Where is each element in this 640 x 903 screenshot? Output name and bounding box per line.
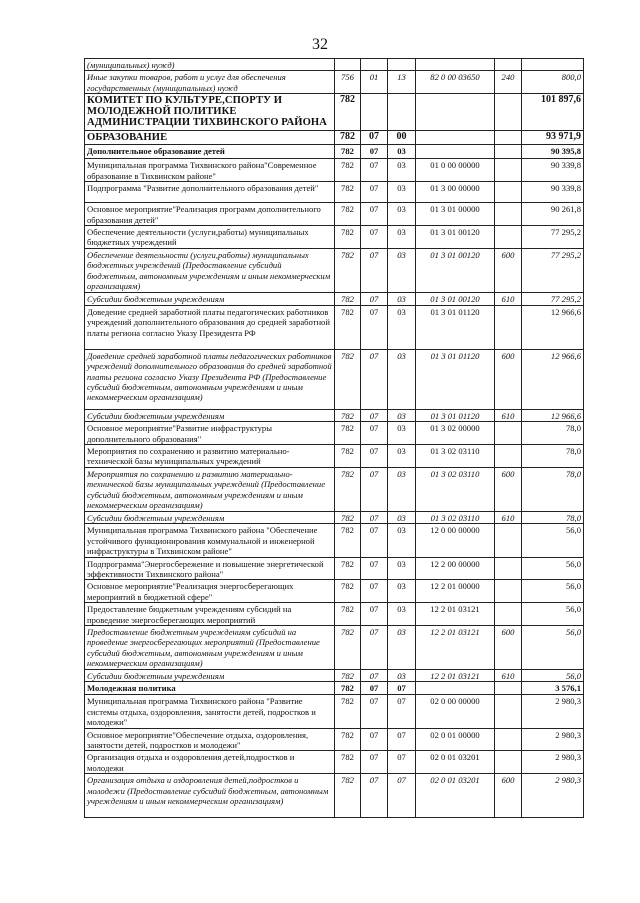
cell-pr: 03 [388,511,416,523]
cell-rz: 07 [361,203,388,226]
row-name: Муниципальная программа Тихвинского района"Современное образование в Тихвинском районе" [85,159,335,182]
table-row [85,203,584,226]
cell-csr [416,145,495,159]
cell-ved: 782 [335,292,361,305]
cell-pr: 07 [388,695,416,728]
cell-sum: 90 261,8 [522,203,584,226]
table-row [85,695,584,728]
cell-pr: 03 [388,625,416,669]
table-row [85,524,584,557]
cell-vr [495,131,522,145]
table-row [85,774,584,818]
cell-rz: 07 [361,182,388,203]
cell-rz: 07 [361,422,388,445]
cell-ved: 782 [335,728,361,751]
cell-vr: 600 [495,625,522,669]
cell-csr: 01 3 01 01120 [416,349,495,409]
row-name: Мероприятия по сохранению и развитию материально-технической базы муниципальных учреждений (Предоставление субсидий бюджетным, автономным учреждениям и иным некоммерческим организациям) [85,467,335,511]
row-name: Субсидии бюджетным учреждениям [85,511,335,523]
cell-ved: 782 [335,203,361,226]
cell-sum: 101 897,6 [522,94,584,131]
cell-pr: 03 [388,524,416,557]
table-row [85,349,584,409]
cell-pr: 07 [388,751,416,774]
cell-sum: 2 980,3 [522,751,584,774]
cell-vr: 600 [495,467,522,511]
cell-csr: 01 3 01 00000 [416,203,495,226]
cell-pr: 03 [388,409,416,421]
cell-pr: 03 [388,349,416,409]
cell-ved: 782 [335,669,361,681]
cell-csr: 02 0 01 03201 [416,751,495,774]
cell-rz: 07 [361,751,388,774]
row-name: Основное мероприятие"Реализация программ дополнительного образования детей" [85,203,335,226]
cell-pr: 03 [388,603,416,626]
cell-rz: 07 [361,682,388,695]
table-row [85,226,584,249]
cell-csr: 01 0 00 00000 [416,159,495,182]
cell-pr: 03 [388,159,416,182]
cell-csr: 01 3 01 01120 [416,409,495,421]
cell-rz: 07 [361,669,388,681]
cell-rz [361,94,388,131]
cell-csr: 01 3 02 03110 [416,511,495,523]
row-name: Обеспечение деятельности (услуги,работы) муниципальных бюджетных учреждений (Предоставление субсидий бюджетным, автономным учреждениям и иным некоммерческим организациям) [85,248,335,292]
cell-vr [495,226,522,249]
cell-rz: 07 [361,728,388,751]
table-row [85,467,584,511]
cell-csr [416,131,495,145]
cell-vr [495,580,522,603]
cell-rz: 07 [361,557,388,580]
row-name: Подпрограмма "Развитие дополнительного образования детей" [85,182,335,203]
cell-rz: 07 [361,349,388,409]
cell-ved: 782 [335,409,361,421]
cell-pr: 03 [388,203,416,226]
cell-rz: 07 [361,625,388,669]
cell-sum: 12 966,6 [522,409,584,421]
cell-csr: 01 3 01 01120 [416,305,495,349]
table-row [85,511,584,523]
cell-ved: 782 [335,94,361,131]
table-row [85,682,584,695]
row-name: Предоставление бюджетным учреждениям субсидий на проведение энергосберегающих мероприятий [85,603,335,626]
cell-rz: 07 [361,305,388,349]
cell-ved: 782 [335,467,361,511]
cell-ved: 782 [335,580,361,603]
cell-sum: 78,0 [522,511,584,523]
cell-vr: 610 [495,292,522,305]
cell-ved: 782 [335,774,361,818]
cell-rz: 07 [361,248,388,292]
table-row [85,422,584,445]
cell-sum: 56,0 [522,669,584,681]
table-row [85,580,584,603]
table-row [85,409,584,421]
cell-csr: 01 3 02 03110 [416,445,495,468]
cell-pr: 07 [388,682,416,695]
row-name: Дополнительное образование детей [85,145,335,159]
cell-vr [495,422,522,445]
cell-rz [361,59,388,71]
cell-rz: 07 [361,467,388,511]
cell-vr [495,94,522,131]
cell-rz: 07 [361,226,388,249]
cell-vr [495,695,522,728]
cell-vr: 600 [495,248,522,292]
cell-csr: 01 3 02 03110 [416,467,495,511]
cell-rz: 07 [361,603,388,626]
cell-sum: 77 295,2 [522,248,584,292]
table-row [85,557,584,580]
cell-sum: 93 971,9 [522,131,584,145]
cell-ved: 756 [335,71,361,94]
cell-csr: 01 3 01 00120 [416,248,495,292]
cell-pr: 03 [388,557,416,580]
row-name: Субсидии бюджетным учреждениям [85,409,335,421]
cell-csr: 02 0 00 00000 [416,695,495,728]
table-row [85,305,584,349]
table-row [85,625,584,669]
cell-rz: 07 [361,409,388,421]
row-name: Обеспечение деятельности (услуги,работы) муниципальных бюджетных учреждений [85,226,335,249]
cell-vr [495,557,522,580]
row-name: Субсидии бюджетным учреждениям [85,669,335,681]
cell-rz: 07 [361,292,388,305]
cell-ved: 782 [335,422,361,445]
row-name: Подпрограмма"Энергосбережение и повышение энергетической эффективности Тихвинского района" [85,557,335,580]
cell-sum: 2 980,3 [522,774,584,818]
row-name: Основное мероприятие"Развитие инфраструктуры дополнительного образования" [85,422,335,445]
row-name: Субсидии бюджетным учреждениям [85,292,335,305]
cell-sum: 56,0 [522,625,584,669]
table-row [85,71,584,94]
cell-pr: 00 [388,131,416,145]
cell-ved [335,59,361,71]
cell-pr: 03 [388,467,416,511]
table-row [85,445,584,468]
cell-vr: 610 [495,409,522,421]
row-name: КОМИТЕТ ПО КУЛЬТУРЕ,СПОРТУ И МОЛОДЕЖНОЙ ПОЛИТИКЕ АДМИНИСТРАЦИИ ТИХВИНСКОГО РАЙОНА [85,94,335,131]
cell-csr: 12 2 00 00000 [416,557,495,580]
cell-csr: 02 0 01 03201 [416,774,495,818]
cell-vr [495,682,522,695]
budget-table-body [85,59,584,818]
cell-csr: 01 3 02 00000 [416,422,495,445]
cell-rz: 07 [361,695,388,728]
cell-ved: 782 [335,625,361,669]
cell-csr: 12 2 01 03121 [416,669,495,681]
row-name: Основное мероприятие"Реализация энергосберегающих мероприятий в бюджетной сфере" [85,580,335,603]
cell-sum: 3 576,1 [522,682,584,695]
cell-ved: 782 [335,695,361,728]
row-name: Муниципальная программа Тихвинского района "Обеспечение устойчивого функционирования коммунальной и инженерной инфраструктуры в Тихвинском районе" [85,524,335,557]
cell-sum: 56,0 [522,580,584,603]
cell-csr: 12 2 01 00000 [416,580,495,603]
cell-ved: 782 [335,557,361,580]
cell-csr: 12 2 01 03121 [416,625,495,669]
cell-vr [495,203,522,226]
cell-rz: 07 [361,511,388,523]
cell-rz: 01 [361,71,388,94]
cell-sum: 78,0 [522,422,584,445]
cell-vr [495,59,522,71]
cell-sum: 12 966,6 [522,305,584,349]
cell-pr: 03 [388,145,416,159]
table-row [85,131,584,145]
cell-rz: 07 [361,131,388,145]
cell-rz: 07 [361,159,388,182]
row-name: Муниципальная программа Тихвинского района "Развитие системы отдыха, оздоровления, занятости детей, подростков и молодежи" [85,695,335,728]
cell-pr [388,59,416,71]
table-row [85,603,584,626]
cell-ved: 782 [335,445,361,468]
cell-pr: 13 [388,71,416,94]
table-row [85,248,584,292]
cell-sum: 56,0 [522,603,584,626]
table-row [85,159,584,182]
row-name: ОБРАЗОВАНИЕ [85,131,335,145]
cell-vr [495,445,522,468]
cell-ved: 782 [335,159,361,182]
cell-vr: 600 [495,774,522,818]
cell-pr: 03 [388,445,416,468]
cell-sum: 78,0 [522,445,584,468]
cell-vr: 610 [495,511,522,523]
cell-vr: 240 [495,71,522,94]
cell-vr [495,603,522,626]
cell-sum: 56,0 [522,524,584,557]
row-name: Доведение средней заработной платы педагогических работников учреждений дополнительного образования до средней заработной платы региона согласно Указу Президента РФ (Предоставление субсидий бюджетным, автономным учреждениям и иным некоммерческим организациям) [85,349,335,409]
table-row [85,145,584,159]
cell-sum: 2 980,3 [522,695,584,728]
cell-ved: 782 [335,349,361,409]
cell-ved: 782 [335,131,361,145]
cell-pr: 03 [388,182,416,203]
cell-pr: 03 [388,580,416,603]
row-name: Организация отдыха и оздоровления детей,подростков и молодежи [85,751,335,774]
table-row [85,669,584,681]
cell-rz: 07 [361,580,388,603]
cell-csr: 82 0 00 03650 [416,71,495,94]
table-row [85,751,584,774]
cell-ved: 782 [335,248,361,292]
cell-vr [495,728,522,751]
cell-ved: 782 [335,603,361,626]
cell-pr: 07 [388,728,416,751]
cell-sum: 77 295,2 [522,226,584,249]
cell-vr [495,182,522,203]
cell-csr: 01 3 00 00000 [416,182,495,203]
page-number: 32 [312,36,328,53]
cell-sum: 77 295,2 [522,292,584,305]
cell-vr [495,305,522,349]
cell-vr [495,159,522,182]
budget-table [84,58,584,818]
table-row [85,292,584,305]
cell-ved: 782 [335,226,361,249]
table-row [85,94,584,131]
row-name: Иные закупки товаров, работ и услуг для обеспечения государственных (муниципальных) нужд [85,71,335,94]
cell-sum: 90 395,8 [522,145,584,159]
cell-ved: 782 [335,511,361,523]
row-name: Молодежная политика [85,682,335,695]
cell-sum: 2 980,3 [522,728,584,751]
row-name: Организация отдыха и оздоровления детей,подростков и молодежи (Предоставление субсидий бюджетным, автономным учреждениям и иным некоммерческим организациям) [85,774,335,818]
cell-vr [495,524,522,557]
cell-sum: 90 339,8 [522,182,584,203]
cell-rz: 07 [361,145,388,159]
cell-sum: 78,0 [522,467,584,511]
cell-csr: 01 3 01 00120 [416,292,495,305]
row-name: Основное мероприятие"Обеспечение отдыха, оздоровления, занятости детей, подростков и молодежи" [85,728,335,751]
cell-csr: 02 0 01 00000 [416,728,495,751]
table-row [85,59,584,71]
cell-sum: 800,0 [522,71,584,94]
cell-sum: 90 339,8 [522,159,584,182]
cell-ved: 782 [335,524,361,557]
cell-ved: 782 [335,182,361,203]
cell-csr: 12 2 01 03121 [416,603,495,626]
cell-csr: 12 0 00 00000 [416,524,495,557]
cell-ved: 782 [335,682,361,695]
cell-csr [416,94,495,131]
cell-csr [416,59,495,71]
cell-pr: 03 [388,248,416,292]
cell-vr [495,145,522,159]
cell-pr: 03 [388,305,416,349]
cell-sum [522,59,584,71]
cell-pr: 03 [388,422,416,445]
cell-csr: 01 3 01 00120 [416,226,495,249]
row-name: (муниципальных) нужд) [85,59,335,71]
row-name: Доведение средней заработной платы педагогических работников учреждений дополнительного образования до средней заработной платы региона согласно Указу Президента РФ [85,305,335,349]
cell-pr: 03 [388,226,416,249]
table-row [85,182,584,203]
cell-pr [388,94,416,131]
cell-csr [416,682,495,695]
cell-sum: 56,0 [522,557,584,580]
cell-rz: 07 [361,524,388,557]
cell-rz: 07 [361,774,388,818]
cell-pr: 03 [388,669,416,681]
cell-vr [495,751,522,774]
cell-ved: 782 [335,305,361,349]
cell-sum: 12 966,6 [522,349,584,409]
cell-ved: 782 [335,751,361,774]
cell-ved: 782 [335,145,361,159]
cell-vr: 600 [495,349,522,409]
cell-rz: 07 [361,445,388,468]
table-row [85,728,584,751]
cell-pr: 07 [388,774,416,818]
cell-vr: 610 [495,669,522,681]
row-name: Мероприятия по сохранению и развитию материально-технической базы муниципальных учреждений [85,445,335,468]
cell-pr: 03 [388,292,416,305]
row-name: Предоставление бюджетным учреждениям субсидий на проведение энергосберегающих мероприятий (Предоставление субсидий бюджетным, автономным учреждениям и иным некоммерческим организациям) [85,625,335,669]
